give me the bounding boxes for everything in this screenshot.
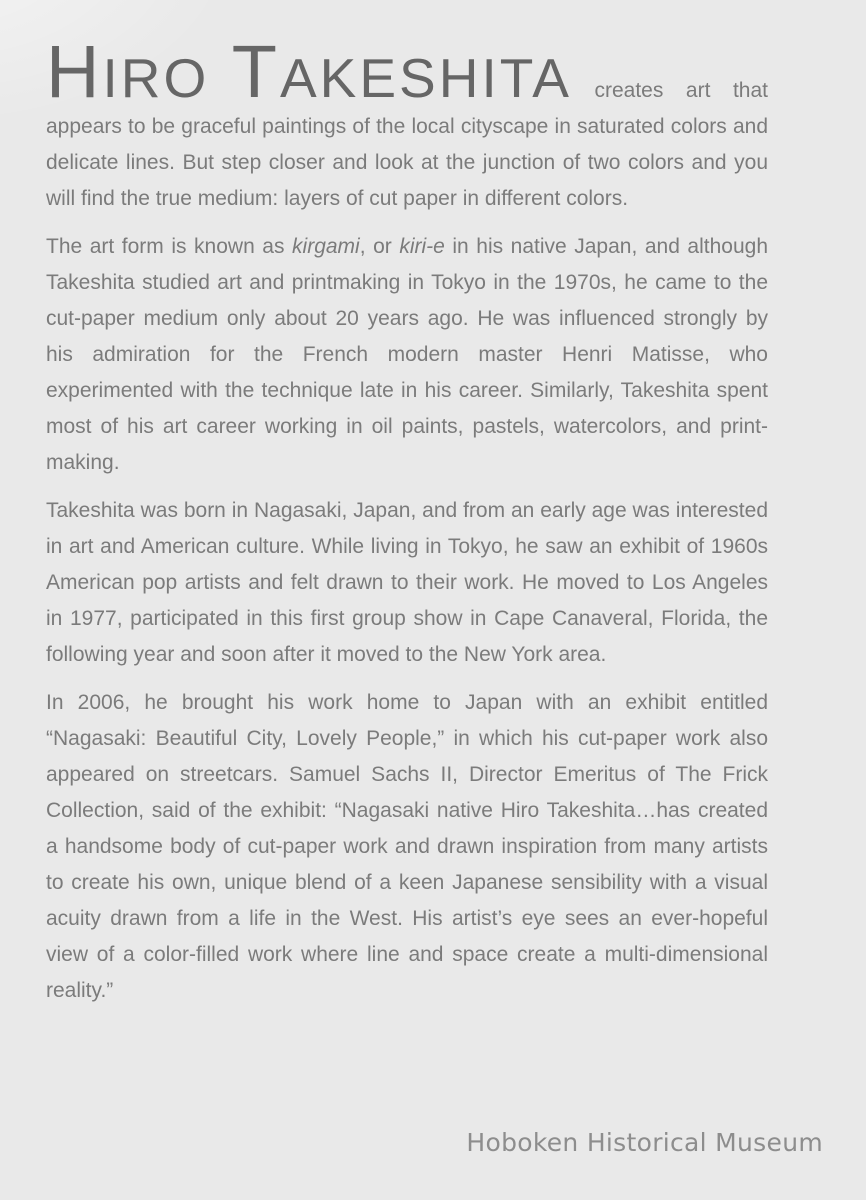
artist-last-name-rest: AKESHITA — [280, 47, 572, 109]
paragraph — [46, 493, 768, 673]
text-segment: Takeshita was born in Nagasaki, Japan, and from an early age was interested in art and American culture. While living in Tokyo, he saw an exhibit of 1960s American pop artists and felt drawn to their work. He moved to Los Angeles in 1977, participated in this first group show in Cape Canaveral, Florida, the following year and soon after it moved to the New York area. — [46, 499, 768, 666]
article-paragraphs — [46, 229, 768, 1009]
artist-bio-article — [46, 0, 768, 1009]
credit-row — [0, 1128, 823, 1158]
lead-text: creates art that appears to be graceful paintings of the local cityscape in saturated colors and delicate lines. But step closer and look at the junction of two colors and you will find the true medium: layers of cut paper in different colors. — [46, 79, 768, 210]
italic-term: kirgami — [292, 235, 360, 258]
italic-term: kiri-e — [399, 235, 445, 258]
lead-paragraph — [46, 30, 768, 217]
text-segment: The art form is known as — [46, 235, 293, 258]
museum-credit: Hoboken Historical Museum — [466, 1128, 823, 1157]
text-segment: , or — [359, 235, 400, 258]
paragraph — [46, 685, 768, 1009]
paragraph — [46, 229, 768, 481]
artist-last-name-initial: T — [231, 30, 280, 113]
artist-first-name-rest: IRO — [102, 47, 210, 109]
text-segment: In 2006, he brought his work home to Japan with an exhibit entitled “Nagasaki: Beautiful City, Lovely People,” in which his cut-paper work also appeared on streetcars. Samuel Sachs II, Director Emeritus of The Frick Collection, said of the exhibit: “Nagasaki native Hiro Takeshita…has created a handsome body of cut-paper work and drawn inspiration from many artists to create his own, unique blend of a keen Japanese sensibility with a visual acuity drawn from a life in the West. His artist’s eye sees an ever-hopeful view of a color-filled work where line and space create a multi-dimensional reality.” — [46, 691, 768, 1002]
artist-first-name-initial: H — [46, 30, 103, 113]
artist-name-heading — [46, 30, 572, 113]
text-segment: in his native Japan, and although Takeshita studied art and printmaking in Tokyo in the 1970s, he came to the cut-paper medium only about 20 years ago. He was influenced strongly by his admiration for the French modern master Henri Matisse, who experimented with the technique late in his career. Similarly, Takeshita spent most of his art career working in oil paints, pastels, watercolors, and print-making. — [46, 235, 768, 474]
